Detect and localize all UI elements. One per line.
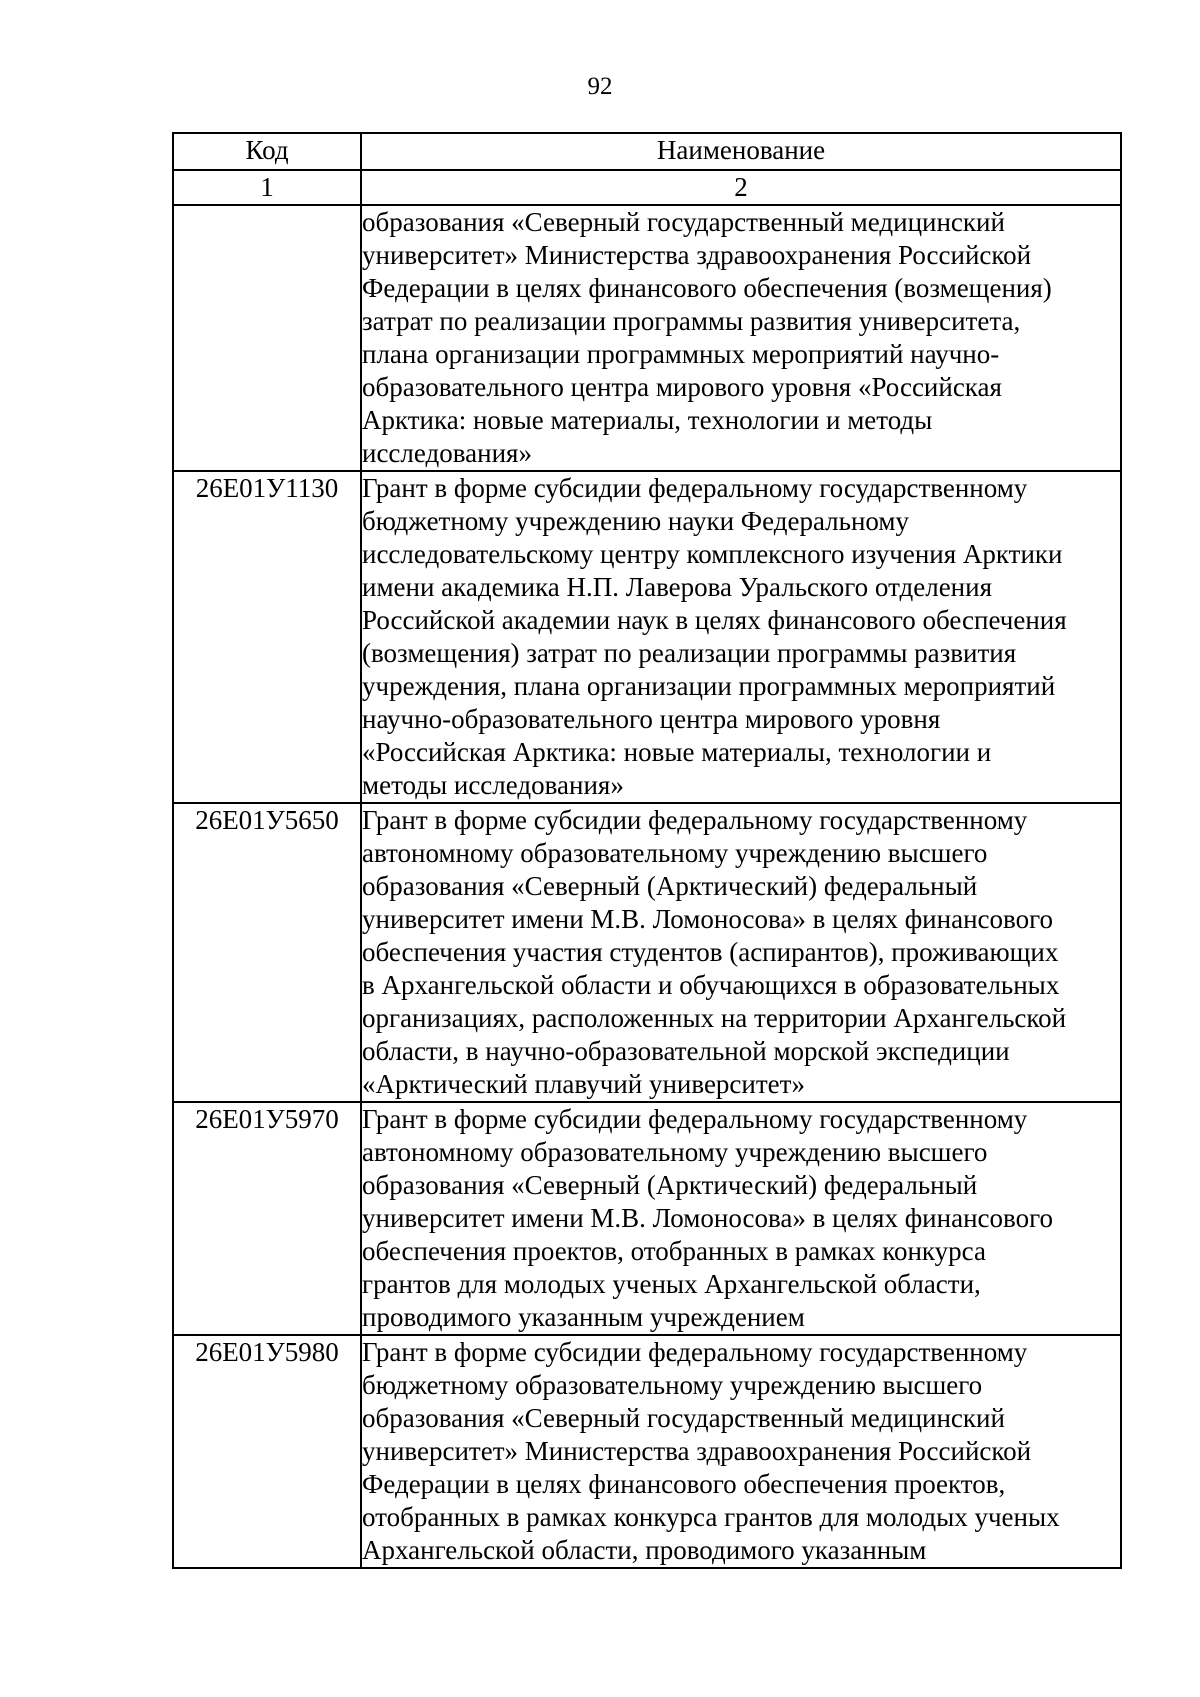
row-name-line: Арктика: новые материалы, технологии и методы	[362, 405, 933, 435]
row-name-line: университет имени М.В. Ломоносова» в целях финансового	[362, 1203, 1053, 1233]
row-name-line: затрат по реализации программы развития университета,	[362, 306, 1021, 336]
row-code: 26Е01У5650	[173, 803, 361, 1102]
row-name-line: университет» Министерства здравоохранения Российской	[362, 1436, 1032, 1466]
row-name-line: образования «Северный государственный медицинский	[362, 1403, 1005, 1433]
row-name	[361, 803, 1121, 1102]
header-row	[173, 133, 1121, 170]
row-name-line: обеспечения участия студентов (аспирантов), проживающих	[362, 937, 1059, 967]
row-code: 26Е01У5970	[173, 1102, 361, 1335]
table-row	[173, 1102, 1121, 1335]
row-name-line: автономному образовательному учреждению высшего	[362, 1137, 988, 1167]
table-row	[173, 471, 1121, 803]
row-name-line: образования «Северный (Арктический) федеральный	[362, 1170, 978, 1200]
row-code: 26Е01У1130	[173, 471, 361, 803]
row-name-line: Грант в форме субсидии федеральному государственному	[362, 805, 1028, 835]
row-code: 26Е01У5980	[173, 1335, 361, 1568]
row-name-line: образовательного центра мирового уровня «Российская	[362, 372, 1002, 402]
row-name	[361, 471, 1121, 803]
row-name-line: Российской академии наук в целях финансового обеспечения	[362, 605, 1067, 635]
row-name-line: «Арктический плавучий университет»	[362, 1069, 805, 1099]
row-name-line: исследовательскому центру комплексного изучения Арктики	[362, 539, 1063, 569]
header-name: Наименование	[361, 133, 1121, 170]
row-name-line: университет имени М.В. Ломоносова» в целях финансового	[362, 904, 1053, 934]
codes-table	[172, 132, 1122, 1569]
row-name-line: грантов для молодых ученых Архангельской области,	[362, 1269, 981, 1299]
row-name-line: области, в научно-образовательной морской экспедиции	[362, 1036, 1010, 1066]
table-header	[173, 133, 1121, 205]
column-number-2: 2	[361, 170, 1121, 205]
row-name-line: отобранных в рамках конкурса грантов для молодых ученых	[362, 1502, 1060, 1532]
row-name-line: методы исследования»	[362, 770, 624, 800]
row-name-line: Федерации в целях финансового обеспечения проектов,	[362, 1469, 1006, 1499]
column-number-1: 1	[173, 170, 361, 205]
row-name-line: Федерации в целях финансового обеспечения (возмещения)	[362, 273, 1052, 303]
row-name-line: Грант в форме субсидии федеральному государственному	[362, 1104, 1028, 1134]
table-body	[173, 205, 1121, 1568]
row-name	[361, 205, 1121, 471]
row-name-line: плана организации программных мероприятий научно-	[362, 339, 1000, 369]
column-number-row	[173, 170, 1121, 205]
row-name-line: (возмещения) затрат по реализации программы развития	[362, 638, 1017, 668]
row-name-line: Грант в форме субсидии федеральному государственному	[362, 1337, 1028, 1367]
row-name-line: бюджетному учреждению науки Федеральному	[362, 506, 909, 536]
table-row	[173, 205, 1121, 471]
row-name-line: Архангельской области, проводимого указанным	[362, 1535, 927, 1565]
row-name-line: учреждения, плана организации программных мероприятий	[362, 671, 1056, 701]
row-name-line: Грант в форме субсидии федеральному государственному	[362, 473, 1028, 503]
row-code	[173, 205, 361, 471]
row-name-line: проводимого указанным учреждением	[362, 1302, 805, 1332]
row-name-line: «Российская Арктика: новые материалы, технологии и	[362, 737, 992, 767]
table-row	[173, 803, 1121, 1102]
row-name-line: бюджетному образовательному учреждению высшего	[362, 1370, 983, 1400]
page-number: 92	[587, 73, 613, 100]
row-name-line: организациях, расположенных на территории Архангельской	[362, 1003, 1067, 1033]
row-name-line: научно-образовательного центра мирового уровня	[362, 704, 941, 734]
row-name-line: образования «Северный (Арктический) федеральный	[362, 871, 978, 901]
row-name-line: автономному образовательному учреждению высшего	[362, 838, 988, 868]
header-code: Код	[173, 133, 361, 170]
row-name-line: образования «Северный государственный медицинский	[362, 207, 1005, 237]
row-name-line: университет» Министерства здравоохранения Российской	[362, 240, 1032, 270]
row-name	[361, 1335, 1121, 1568]
row-name	[361, 1102, 1121, 1335]
row-name-line: имени академика Н.П. Лаверова Уральского отделения	[362, 572, 993, 602]
row-name-line: обеспечения проектов, отобранных в рамках конкурса	[362, 1236, 986, 1266]
row-name-line: исследования»	[362, 438, 532, 468]
row-name-line: в Архангельской области и обучающихся в образовательных	[362, 970, 1060, 1000]
table-row	[173, 1335, 1121, 1568]
